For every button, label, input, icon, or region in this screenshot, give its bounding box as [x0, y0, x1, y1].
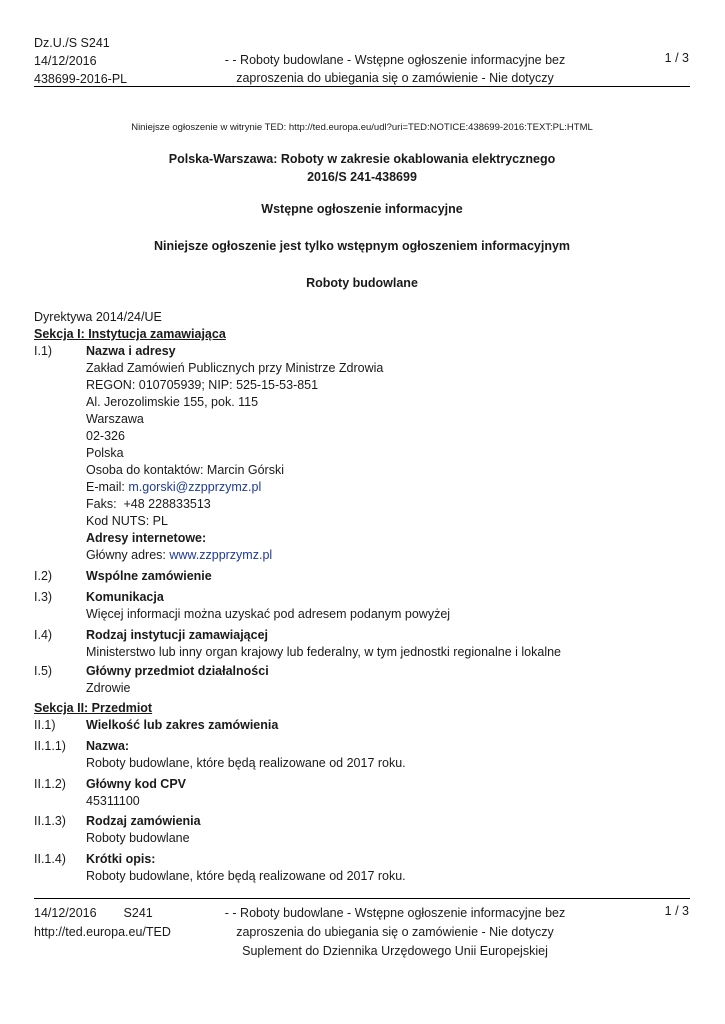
fax: Faks: +48 228833513 — [86, 497, 211, 511]
item-label: Główny przedmiot działalności — [86, 664, 269, 678]
item-label: Krótki opis: — [86, 852, 156, 866]
email-label: E-mail: — [86, 480, 129, 494]
item-number: II.1.2) — [34, 777, 66, 791]
header-page-number: 1 / 3 — [664, 51, 689, 65]
directive: Dyrektywa 2014/24/UE — [34, 310, 162, 324]
country: Polska — [86, 446, 124, 460]
item-number: I.3) — [34, 590, 53, 604]
item-label: Wielkość lub zakres zamówienia — [86, 718, 279, 732]
header-date: 14/12/2016 — [34, 54, 97, 68]
footer-left — [34, 904, 171, 942]
header-title-line-2: zaproszenia do ubiegania się o zamówienie - Nie dotyczy — [236, 71, 554, 85]
item-number: II.1) — [34, 718, 56, 732]
email-row — [86, 480, 261, 494]
street-address: Al. Jerozolimskie 155, pok. 115 — [86, 395, 259, 409]
header-title-line-1: - - Roboty budowlane - Wstępne ogłoszenie informacyjne bez — [224, 53, 566, 67]
item-text: Roboty budowlane — [86, 831, 190, 845]
item-number: I.1) — [34, 344, 53, 358]
header-notice-number: 438699-2016-PL — [34, 72, 128, 86]
footer-date: 14/12/2016 — [34, 906, 97, 920]
notice-category: Roboty budowlane — [306, 276, 418, 290]
item-number: II.1.1) — [34, 739, 66, 753]
item-text: Zdrowie — [86, 681, 131, 695]
item-text: Ministerstwo lub inny organ krajowy lub federalny, w tym jednostki regionalne i lokalne — [86, 645, 561, 659]
contact-person: Osoba do kontaktów: Marcin Górski — [86, 463, 284, 477]
document-title-line-1: Polska-Warszawa: Roboty w zakresie okablowania elektrycznego — [168, 152, 556, 166]
postcode: 02-326 — [86, 429, 125, 443]
item-label: Wspólne zamówienie — [86, 569, 212, 583]
footer-title — [200, 904, 590, 961]
document-title — [34, 150, 690, 186]
item-label: Nazwa: — [86, 739, 130, 753]
item-label: Komunikacja — [86, 590, 164, 604]
organisation-name: Zakład Zamówień Publicznych przy Ministrze Zdrowia — [86, 361, 384, 375]
section-2-heading: Sekcja II: Przedmiot — [34, 701, 153, 715]
main-address-link[interactable]: www.zzpprzymz.pl — [169, 548, 273, 562]
section-1-heading: Sekcja I: Instytucja zamawiająca — [34, 327, 226, 341]
regon-nip: REGON: 010705939; NIP: 525-15-53-851 — [86, 378, 319, 392]
city: Warszawa — [86, 412, 144, 426]
footer-title-line-1: - - Roboty budowlane - Wstępne ogłoszenie informacyjne bez — [224, 906, 566, 920]
item-label: Rodzaj zamówienia — [86, 814, 201, 828]
footer-divider — [34, 898, 690, 899]
footer-page-number: 1 / 3 — [664, 904, 689, 918]
header-divider — [34, 86, 690, 87]
footer-url[interactable]: http://ted.europa.eu/TED — [34, 925, 171, 939]
header-journal-ref: Dz.U./S S241 — [34, 36, 110, 50]
header-left — [34, 34, 127, 88]
footer-issue: S241 — [123, 906, 153, 920]
header-title — [200, 51, 590, 87]
cpv-code: 45311100 — [86, 794, 140, 808]
item-text: Roboty budowlane, które będą realizowane od 2017 roku. — [86, 756, 406, 770]
item-number: II.1.4) — [34, 852, 66, 866]
item-label: Rodzaj instytucji zamawiającej — [86, 628, 269, 642]
item-number: I.2) — [34, 569, 53, 583]
item-text: Roboty budowlane, które będą realizowane od 2017 roku. — [86, 869, 406, 883]
web-addresses-label: Adresy internetowe: — [86, 531, 207, 545]
footer-date-issue — [34, 904, 171, 923]
main-address-row — [86, 548, 272, 562]
notice-type: Wstępne ogłoszenie informacyjne — [261, 202, 463, 216]
item-number: I.4) — [34, 628, 53, 642]
item-label: Nazwa i adresy — [86, 344, 176, 358]
document-title-line-2: 2016/S 241-438699 — [307, 170, 417, 184]
item-number: II.1.3) — [34, 814, 66, 828]
main-address-label: Główny adres: — [86, 548, 170, 562]
nuts-code: Kod NUTS: PL — [86, 514, 168, 528]
item-label: Główny kod CPV — [86, 777, 187, 791]
footer-title-line-3: Suplement do Dziennika Urzędowego Unii Europejskiej — [242, 944, 548, 958]
notice-scope: Niniejsze ogłoszenie jest tylko wstępnym ogłoszeniem informacyjnym — [153, 239, 571, 253]
email-link[interactable]: m.gorski@zzpprzymz.pl — [128, 480, 262, 494]
footer-title-line-2: zaproszenia do ubiegania się o zamówienie - Nie dotyczy — [236, 925, 554, 939]
item-number: I.5) — [34, 664, 53, 678]
ted-notice-link[interactable]: Niniejsze ogłoszenie w witrynie TED: http://ted.europa.eu/udl?uri=TED:NOTICE:438699-2016:TEXT:PL:HTML — [131, 122, 593, 133]
item-text: Więcej informacji można uzyskać pod adresem podanym powyżej — [86, 607, 451, 621]
